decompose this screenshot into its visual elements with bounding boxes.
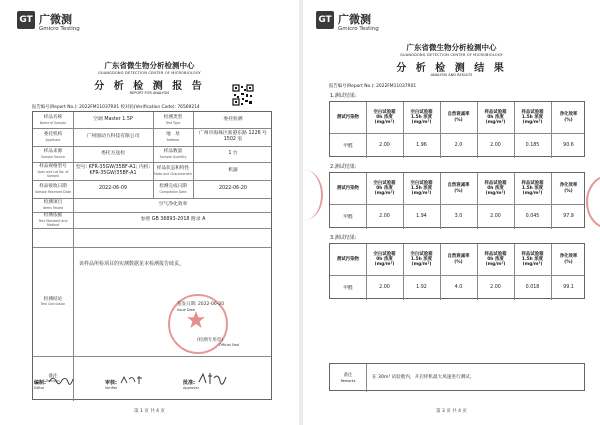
cell-natural-decay: 3.0 xyxy=(454,214,463,219)
cell-blank-1-5h: 1.92 xyxy=(416,285,427,290)
value-applicant: 广州图动力科技有限公司 xyxy=(86,133,140,139)
cell-blank-0h: 2.00 xyxy=(379,285,390,290)
header-natural-decay: 自然衰减率 (%) xyxy=(447,112,470,123)
results-page xyxy=(303,0,600,425)
issue-date-en: Issue Date xyxy=(177,308,195,312)
approver-signature xyxy=(198,372,228,386)
section-1-label: 1.测试结果: xyxy=(330,93,357,99)
editor-label: 编制: xyxy=(34,380,46,386)
header-sample-0h: 样品试验箱 0h 浓度 (mg/m³) xyxy=(484,109,507,126)
cell-sample-0h: 2.00 xyxy=(490,285,501,290)
cell-blank-1-5h: 1.96 xyxy=(416,143,427,148)
cell-sample-0h: 2.00 xyxy=(490,214,501,219)
edge-seal-fragment xyxy=(586,175,600,229)
org-name-en: GUANGDONG DETECTION CENTER OF MICROBIOLOGY xyxy=(400,53,503,57)
page-footer: 第 1 页 共 4 页 xyxy=(134,409,165,414)
report-title: 分 析 检 测 报 告 xyxy=(94,81,205,92)
editor-label-en: Editor xyxy=(34,386,45,390)
report-info-table xyxy=(32,111,272,400)
seal-star-icon xyxy=(186,310,206,330)
label-sample-source: 样品来源 Sample Source xyxy=(41,149,65,159)
verifier-signature xyxy=(120,374,146,386)
header-sample-0h: 样品试验箱 0h 浓度 (mg/m³) xyxy=(484,180,507,197)
results-title: 分 析 检 测 结 果 xyxy=(396,63,507,74)
company-name-en: Gmicro Testing xyxy=(338,26,379,32)
cell-natural-decay: 2.0 xyxy=(454,143,463,148)
seal-note-en: Official Seal xyxy=(219,343,240,347)
header-pollutant: 测试污染物 xyxy=(337,114,359,120)
label-received-date: 样品接收日期 Sample Received Date xyxy=(34,184,72,194)
header-natural-decay: 自然衰减率 (%) xyxy=(447,254,470,265)
header-natural-decay: 自然衰减率 (%) xyxy=(447,183,470,194)
cell-pollutant: 甲醛 xyxy=(343,144,353,149)
cell-efficiency: 97.9 xyxy=(563,214,574,219)
value-received-date: 2022-06-09 xyxy=(99,185,127,191)
cell-sample-1-5h: 0.045 xyxy=(525,214,540,219)
remarks-box xyxy=(329,363,585,391)
report-title-en: REPORT FOR ANALYSIS xyxy=(129,91,170,95)
header-blank-0h: 空白试验箱 0h 浓度 (mg/m³) xyxy=(373,251,396,268)
header-efficiency: 净化效率 (%) xyxy=(559,183,578,194)
results-table-1 xyxy=(329,101,585,157)
header-sample-1-5h: 样品试验箱 1.5h 浓度 (mg/m³) xyxy=(521,109,544,126)
cell-pollutant: 甲醛 xyxy=(343,286,353,291)
remarks-text: 在 30m³ 试验舱内，开启样机最大风速进行测试。 xyxy=(372,375,475,380)
section-3-label: 3.测试结果: xyxy=(330,235,357,241)
seal-note: (检测专用章) xyxy=(197,338,224,343)
editor-signature xyxy=(48,374,74,386)
value-test-type: 委托检测 xyxy=(223,116,243,122)
label-applicant: 委托机构 Applicant xyxy=(43,132,63,142)
value-address: 广州市海珠区新港东路 1226 号 1502 室 xyxy=(198,130,268,142)
header-efficiency: 净化效率 (%) xyxy=(559,254,578,265)
value-test-method: 参照 GB 36893-2018 附录 A xyxy=(140,216,206,222)
label-test-method: 检测依据 Test Standard and Method xyxy=(38,213,68,227)
header-efficiency: 净化效率 (%) xyxy=(559,112,578,123)
cell-efficiency: 90.6 xyxy=(563,143,574,148)
header-blank-1-5h: 空白试验箱 1.5h 浓度 (mg/m³) xyxy=(410,109,433,126)
results-table-2 xyxy=(329,172,585,228)
cell-sample-0h: 2.00 xyxy=(490,143,501,148)
results-table-3 xyxy=(329,243,585,299)
label-test-conclusion: 检测结论 Test Conclusion xyxy=(40,296,66,307)
cell-natural-decay: 4.0 xyxy=(454,285,463,290)
label-sample-quantity: 样品数量 Sample Quantity xyxy=(159,149,187,159)
label-sample-spec: 样品规格型号 Spec and Lot No. of Sample xyxy=(37,164,69,178)
header-sample-1-5h: 样品试验箱 1.5h 浓度 (mg/m³) xyxy=(521,180,544,197)
cell-blank-0h: 2.00 xyxy=(379,143,390,148)
header-pollutant: 测试污染物 xyxy=(337,256,359,262)
cell-pollutant: 甲醛 xyxy=(343,215,353,220)
value-sample-source: 委托方送检 xyxy=(101,150,125,156)
company-name-en: Gmicro Testing xyxy=(39,26,80,32)
header-blank-1-5h: 空白试验箱 1.5h 浓度 (mg/m³) xyxy=(410,180,433,197)
report-number: 报告编号(Report No.): 2022FM11037R01 xyxy=(329,84,417,89)
page-footer: 第 3 页 共 4 页 xyxy=(436,409,467,414)
value-items-tested: 空气净化效率 xyxy=(158,201,188,207)
company-logo-icon: GT xyxy=(316,11,334,29)
company-name: 广微测 xyxy=(39,13,72,26)
cell-sample-1-5h: 0.185 xyxy=(525,143,540,148)
value-completion-date: 2022-06-20 xyxy=(219,185,247,191)
cell-blank-0h: 2.00 xyxy=(379,214,390,219)
section-2-label: 2.测试结果: xyxy=(330,164,357,170)
label-test-type: 检测类型 Test Type xyxy=(163,115,183,125)
label-address: 地 址 Address xyxy=(166,132,180,142)
header-blank-0h: 空白试验箱 0h 浓度 (mg/m³) xyxy=(373,109,396,126)
header-sample-1-5h: 样品试验箱 1.5h 浓度 (mg/m³) xyxy=(521,251,544,268)
company-name: 广微测 xyxy=(338,13,371,26)
cell-blank-1-5h: 1.94 xyxy=(416,214,427,219)
label-remarks: 备注 Remarks xyxy=(46,373,60,384)
value-sample-name: 空调 Master 1.5P xyxy=(93,116,133,122)
value-test-conclusion: 该样品所检项目的实测数据见本检测报告续页。 xyxy=(79,261,185,267)
cell-efficiency: 99.1 xyxy=(563,285,574,290)
company-logo-icon: GT xyxy=(17,11,35,29)
approver-label-en: Approver xyxy=(183,386,200,390)
verifier-label-en: Verifier xyxy=(105,386,118,390)
label-sample-name: 样品名称 Name of Sample xyxy=(39,115,67,125)
edge-seal-fragment xyxy=(287,170,323,220)
cell-sample-1-5h: 0.018 xyxy=(525,285,540,290)
header-blank-1-5h: 空白试验箱 1.5h 浓度 (mg/m³) xyxy=(410,251,433,268)
report-cover-page xyxy=(0,0,299,425)
value-sample-state: 机器 xyxy=(228,167,238,173)
header-blank-0h: 空白试验箱 0h 浓度 (mg/m³) xyxy=(373,180,396,197)
results-title-en: ANALYSIS AND RESULTS xyxy=(430,73,473,77)
qr-code-icon xyxy=(232,84,254,106)
label-items-tested: 检测项目 Items Tested xyxy=(42,200,64,210)
report-number: 报告编号(Report No.): 2022FM11037R01 校对码(Verification Code): 76569214 xyxy=(32,105,200,110)
label-sample-state: 样品状态和特性 State and Characteristic xyxy=(153,166,193,176)
org-name-en: GUANGDONG DETECTION CENTER OF MICROBIOLOGY xyxy=(98,71,201,75)
org-name: 广东省微生物分析检测中心 xyxy=(104,61,195,70)
remarks-label: 备注 Remarks xyxy=(340,373,356,383)
issue-date: 签发日期: 2022-06-20 xyxy=(177,302,225,307)
org-name: 广东省微生物分析检测中心 xyxy=(406,43,497,52)
header-sample-0h: 样品试验箱 0h 浓度 (mg/m³) xyxy=(484,251,507,268)
verifier-label: 审核: xyxy=(105,380,117,386)
approver-label: 批准: xyxy=(183,380,195,386)
value-sample-quantity: 1 台 xyxy=(228,150,238,156)
value-sample-spec: 型号: KFR-35GW/35BF-A1; 内机: KFR-35GW/35BF-A1 xyxy=(75,164,151,176)
header-pollutant: 测试污染物 xyxy=(337,185,359,191)
label-completion-date: 检测完成日期 Completion Date xyxy=(159,184,187,194)
